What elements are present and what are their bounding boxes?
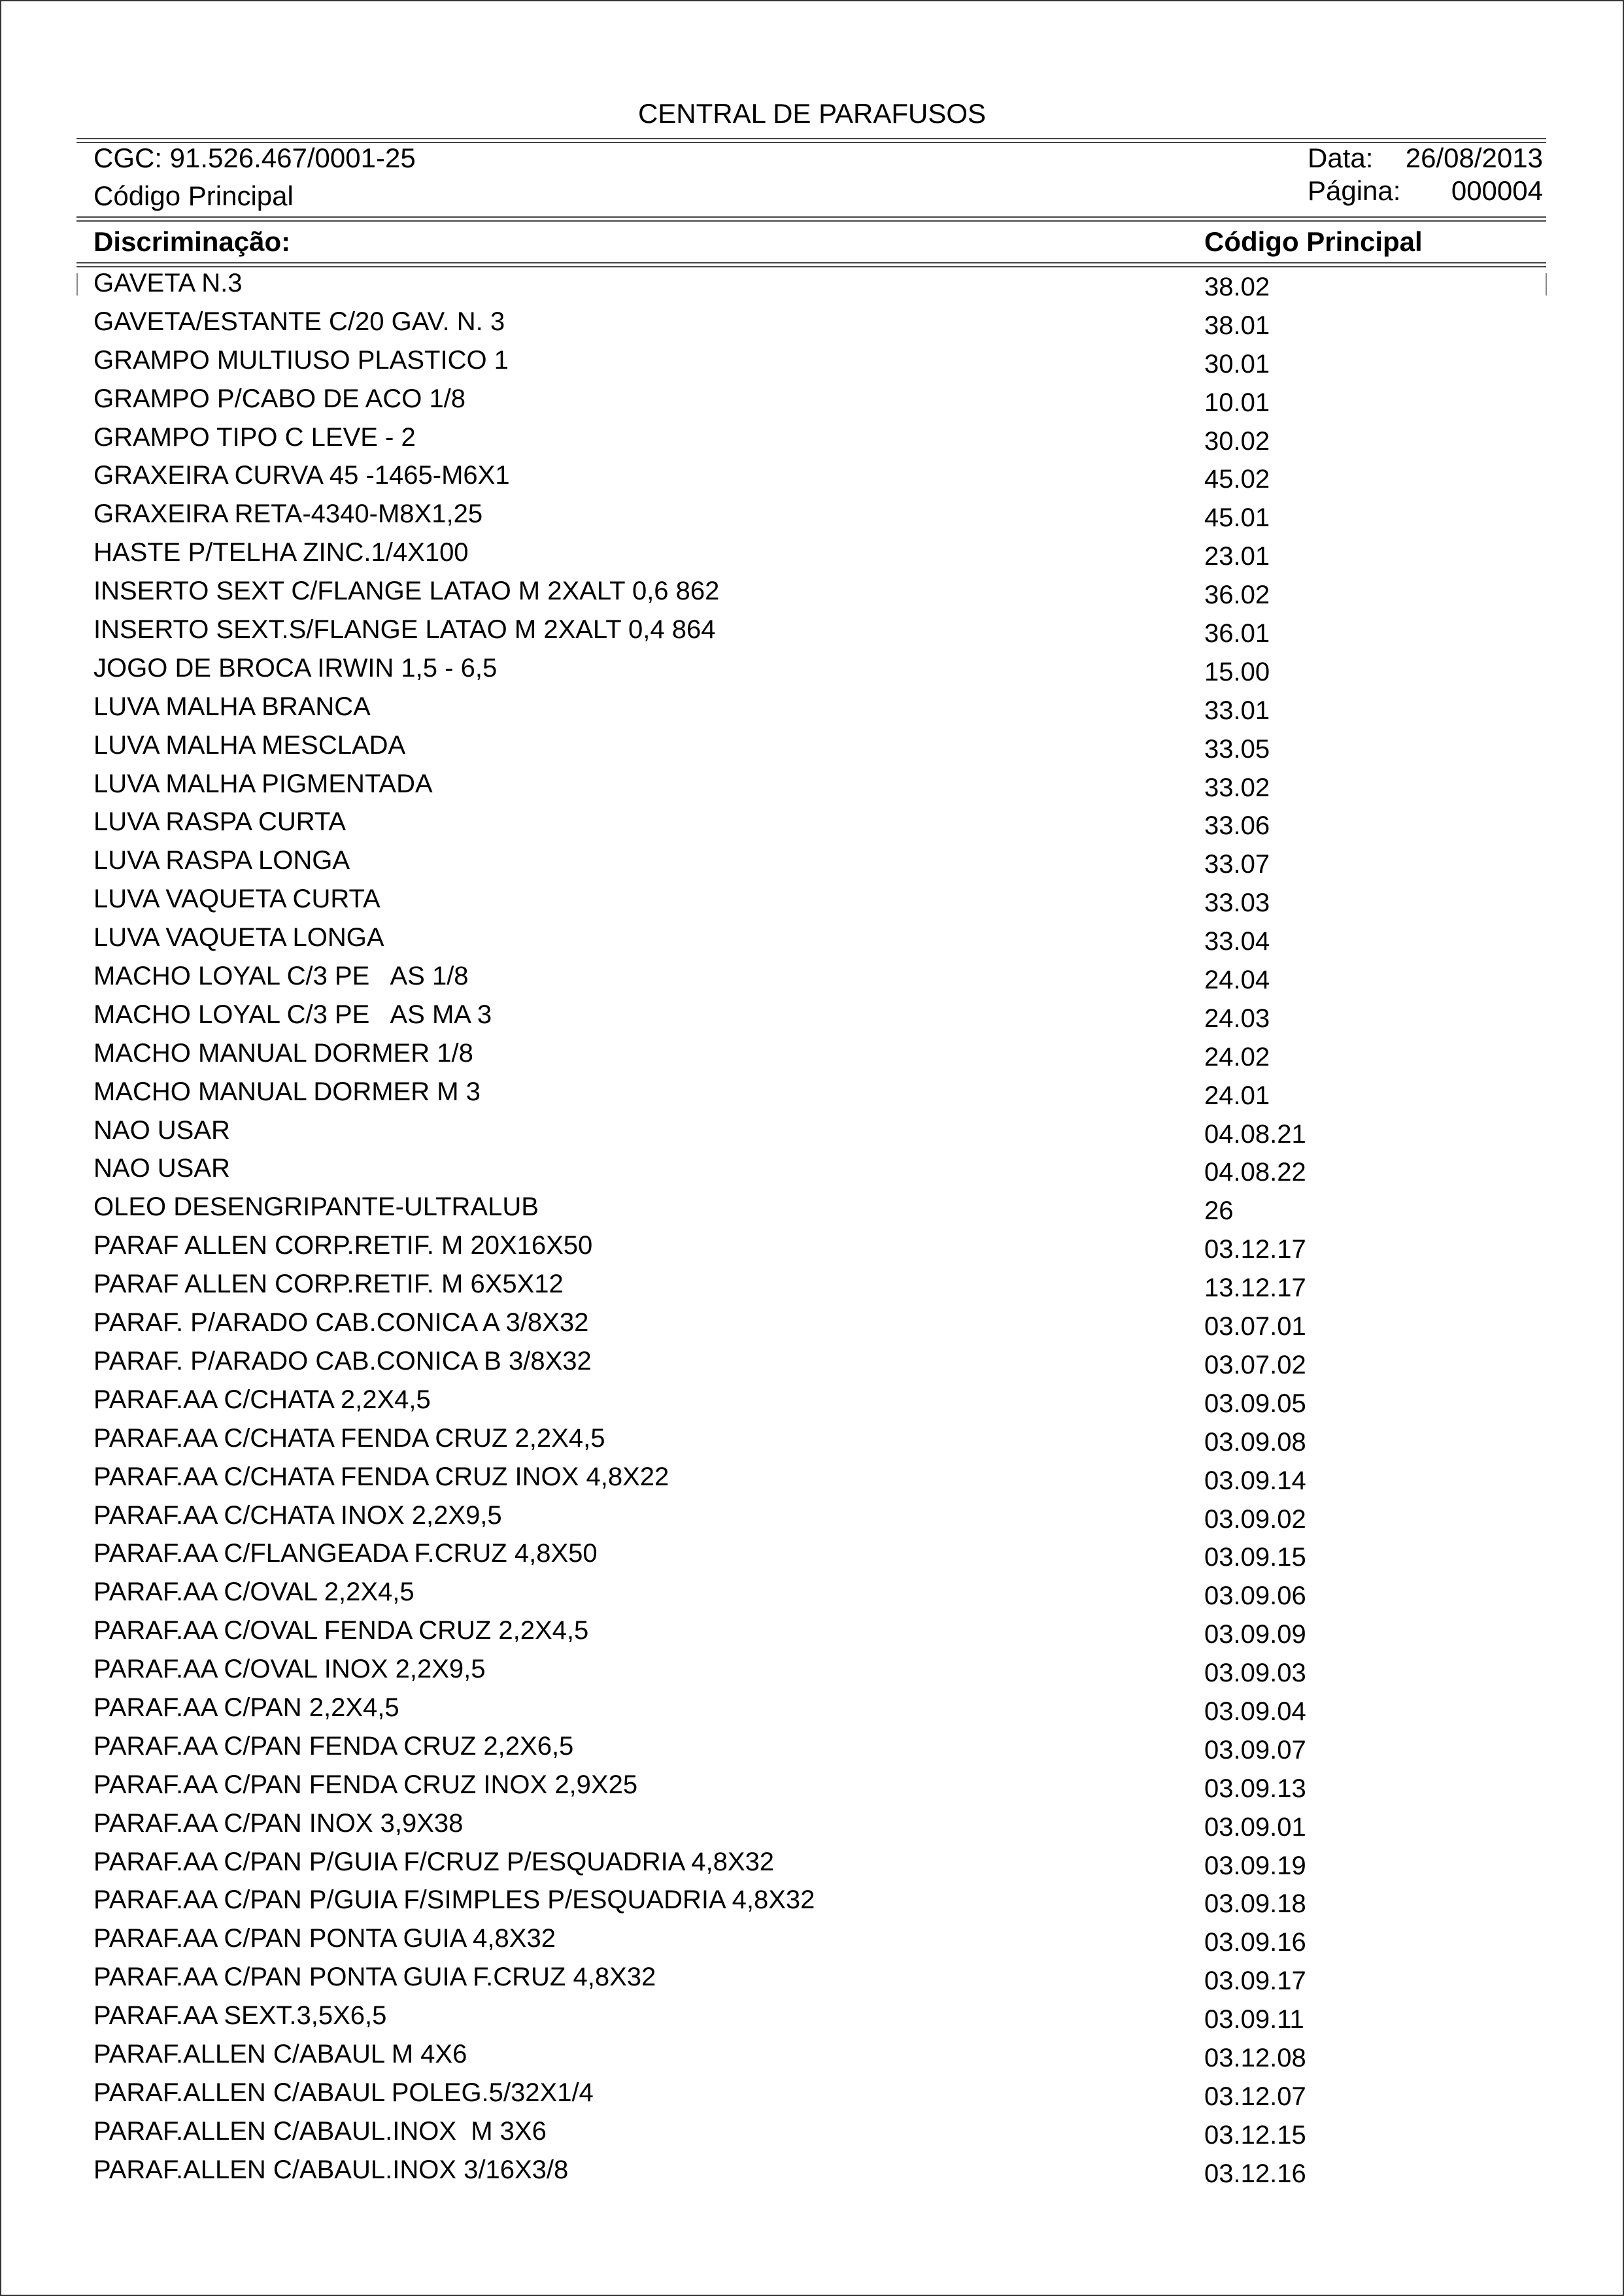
item-description: GRAMPO TIPO C LEVE - 2 [93,422,416,452]
item-code: 03.12.07 [1204,2082,1306,2111]
report-title: CENTRAL DE PARAFUSOS [637,98,987,129]
table-row [0,1846,1624,1885]
item-code: 24.04 [1204,966,1270,995]
item-description: PARAF.AA C/CHATA FENDA CRUZ 2,2X4,5 [93,1423,605,1453]
item-code: 26 [1204,1196,1234,1226]
table-row [0,1076,1624,1115]
item-description: PARAF.ALLEN C/ABAUL.INOX 3/16X3/8 [93,2155,569,2184]
table-row [0,883,1624,922]
item-description: OLEO DESENGRIPANTE-ULTRALUB [93,1192,539,1222]
table-row [0,614,1624,652]
item-code: 03.09.09 [1204,1620,1306,1649]
table-row [0,1615,1624,1653]
item-description: LUVA RASPA LONGA [93,846,350,875]
item-code: 23.01 [1204,542,1270,571]
item-description: PARAF.AA C/PAN 2,2X4,5 [93,1693,399,1722]
table-row [0,1961,1624,2000]
item-description: PARAF.ALLEN C/ABAUL.INOX M 3X6 [93,2116,547,2146]
table-row [0,1268,1624,1307]
table-row [0,1345,1624,1384]
item-code: 03.09.04 [1204,1697,1306,1726]
date-label: Data: [1308,143,1374,173]
table-row [0,537,1624,575]
table-row [0,1808,1624,1846]
item-code: 03.09.01 [1204,1812,1306,1842]
item-description: PARAF.AA C/PAN PONTA GUIA F.CRUZ 4,8X32 [93,1963,656,1992]
report-subtitle: Código Principal [93,180,294,211]
table-row [0,691,1624,730]
item-code: 03.09.11 [1204,2005,1304,2034]
item-description: PARAF.AA C/FLANGEADA F.CRUZ 4,8X50 [93,1539,598,1568]
item-description: MACHO MANUAL DORMER M 3 [93,1077,481,1106]
item-code: 03.09.08 [1204,1427,1306,1457]
item-code: 03.09.03 [1204,1659,1306,1688]
item-description: PARAF ALLEN CORP.RETIF. M 20X16X50 [93,1231,593,1260]
table-row [0,460,1624,498]
item-description: PARAF.AA C/PAN FENDA CRUZ 2,2X6,5 [93,1731,574,1761]
table-row [0,2154,1624,2193]
item-code: 03.12.17 [1204,1235,1306,1264]
item-code: 33.06 [1204,811,1270,841]
item-description: LUVA MALHA BRANCA [93,692,371,721]
item-description: PARAF.AA C/CHATA 2,2X4,5 [93,1385,431,1414]
column-header-description: Discriminação: [93,226,291,257]
item-code: 03.07.02 [1204,1350,1306,1379]
header-bottom-rule [76,262,1546,267]
item-code: 24.03 [1204,1004,1270,1033]
item-code: 03.12.16 [1204,2159,1306,2188]
item-description: PARAF. P/ARADO CAB.CONICA A 3/8X32 [93,1308,589,1338]
item-code: 36.02 [1204,581,1270,610]
cgc-label: CGC: [93,143,162,173]
item-code: 33.02 [1204,773,1270,802]
item-table [0,267,1624,2193]
item-code: 33.04 [1204,927,1270,956]
item-description: PARAF.AA C/PAN FENDA CRUZ INOX 2,9X25 [93,1770,638,1799]
item-code: 45.01 [1204,503,1270,533]
item-description: LUVA VAQUETA LONGA [93,923,384,953]
item-description: INSERTO SEXT C/FLANGE LATAO M 2XALT 0,6 862 [93,577,720,606]
table-row [0,960,1624,999]
item-description: INSERTO SEXT.S/FLANGE LATAO M 2XALT 0,4 864 [93,615,716,645]
table-row [0,267,1624,306]
item-description: PARAF ALLEN CORP.RETIF. M 6X5X12 [93,1270,564,1299]
item-description: PARAF.AA C/PAN P/GUIA F/CRUZ P/ESQUADRIA 4,8X32 [93,1847,775,1876]
table-row [0,1923,1624,1961]
item-code: 38.02 [1204,273,1270,301]
item-code: 15.00 [1204,657,1270,686]
table-row [0,845,1624,883]
table-row [0,1692,1624,1730]
item-description: HASTE P/TELHA ZINC.1/4X100 [93,538,469,567]
table-row [0,1230,1624,1268]
item-code: 38.01 [1204,311,1270,340]
item-description: GRAMPO MULTIUSO PLASTICO 1 [93,345,509,375]
item-code: 30.01 [1204,349,1270,379]
table-row [0,922,1624,960]
item-description: PARAF.AA C/OVAL INOX 2,2X9,5 [93,1655,486,1684]
item-code: 30.02 [1204,426,1270,456]
item-description: JOGO DE BROCA IRWIN 1,5 - 6,5 [93,653,498,683]
table-row [0,806,1624,845]
table-row [0,575,1624,614]
page-number: 000004 [1451,175,1543,206]
item-description: GRAXEIRA RETA-4340-M8X1,25 [93,499,483,529]
item-code: 03.09.17 [1204,1967,1306,1996]
item-code: 03.09.19 [1204,1851,1306,1880]
table-row [0,1769,1624,1808]
item-description: PARAF.AA C/CHATA FENDA CRUZ INOX 4,8X22 [93,1462,669,1491]
item-description: GAVETA/ESTANTE C/20 GAV. N. 3 [93,307,505,336]
item-description: LUVA MALHA PIGMENTADA [93,769,433,798]
item-code: 13.12.17 [1204,1274,1306,1303]
item-description: LUVA RASPA CURTA [93,807,347,837]
table-row [0,1653,1624,1692]
item-description: LUVA MALHA MESCLADA [93,730,406,760]
table-row [0,1500,1624,1538]
item-description: NAO USAR [93,1154,230,1183]
table-row [0,730,1624,768]
table-row [0,1153,1624,1191]
item-code: 03.09.06 [1204,1581,1306,1611]
item-description: PARAF. P/ARADO CAB.CONICA B 3/8X32 [93,1346,592,1376]
header-mid-rule [76,216,1546,222]
table-row [0,1115,1624,1153]
item-description: GRAXEIRA CURVA 45 -1465-M6X1 [93,461,510,490]
item-code: 10.01 [1204,388,1270,417]
item-code: 24.01 [1204,1081,1270,1110]
table-row [0,1384,1624,1423]
item-code: 03.09.18 [1204,1889,1306,1919]
table-row [0,1307,1624,1345]
item-code: 33.05 [1204,734,1270,764]
item-description: PARAF.ALLEN C/ABAUL POLEG.5/32X1/4 [93,2078,594,2107]
table-row [0,2077,1624,2116]
item-code: 03.09.07 [1204,1735,1306,1764]
table-row [0,1730,1624,1769]
item-code: 03.09.05 [1204,1389,1306,1418]
item-description: GRAMPO P/CABO DE ACO 1/8 [93,384,466,413]
item-code: 33.01 [1204,696,1270,725]
item-code: 04.08.21 [1204,1119,1306,1149]
item-code: 33.07 [1204,850,1270,879]
item-description: PARAF.AA SEXT.3,5X6,5 [93,2001,387,2031]
item-description: PARAF.ALLEN C/ABAUL M 4X6 [93,2039,467,2068]
table-row [0,1038,1624,1076]
item-code: 36.01 [1204,619,1270,649]
table-row [0,652,1624,691]
table-row [0,1423,1624,1461]
table-row [0,383,1624,422]
table-row [0,306,1624,345]
table-row [0,1461,1624,1500]
item-code: 03.09.02 [1204,1504,1306,1534]
item-description: PARAF.AA C/PAN P/GUIA F/SIMPLES P/ESQUADRIA 4,8X32 [93,1885,815,1915]
item-code: 45.02 [1204,465,1270,494]
table-row [0,999,1624,1038]
table-row [0,1576,1624,1615]
cgc-line [93,143,416,174]
table-row [0,422,1624,460]
item-code: 03.09.14 [1204,1466,1306,1495]
item-description: PARAF.AA C/OVAL 2,2X4,5 [93,1578,414,1607]
table-row [0,2038,1624,2077]
table-row [0,2116,1624,2154]
table-row [0,2000,1624,2038]
date-value: 26/08/2013 [1405,143,1543,173]
item-code: 03.09.13 [1204,1774,1306,1803]
item-description: NAO USAR [93,1115,230,1145]
table-row [0,498,1624,537]
item-description: PARAF.AA C/PAN PONTA GUIA 4,8X32 [93,1924,556,1953]
item-code: 03.09.15 [1204,1543,1306,1572]
item-description: MACHO LOYAL C/3 PE AS MA 3 [93,1000,492,1029]
item-code: 03.09.16 [1204,1928,1306,1957]
page-label: Página: [1308,175,1401,206]
item-description: MACHO LOYAL C/3 PE AS 1/8 [93,962,469,991]
item-code: 03.12.08 [1204,2043,1306,2072]
item-description: PARAF.AA C/CHATA INOX 2,2X9,5 [93,1500,502,1530]
table-row [0,768,1624,807]
item-code: 03.07.01 [1204,1312,1306,1342]
item-description: GAVETA N.3 [93,269,243,297]
item-code: 04.08.22 [1204,1158,1306,1187]
table-row [0,1884,1624,1923]
table-row [0,1191,1624,1230]
cgc-value: 91.526.467/0001-25 [169,143,416,173]
table-row [0,345,1624,383]
item-code: 03.12.15 [1204,2120,1306,2150]
item-description: MACHO MANUAL DORMER 1/8 [93,1038,473,1068]
item-code: 24.02 [1204,1042,1270,1072]
table-row [0,1538,1624,1576]
item-code: 33.03 [1204,888,1270,918]
column-header-code: Código Principal [1204,226,1423,257]
item-description: PARAF.AA C/PAN INOX 3,9X38 [93,1808,464,1838]
item-description: LUVA VAQUETA CURTA [93,885,381,914]
item-description: PARAF.AA C/OVAL FENDA CRUZ 2,2X4,5 [93,1616,589,1646]
